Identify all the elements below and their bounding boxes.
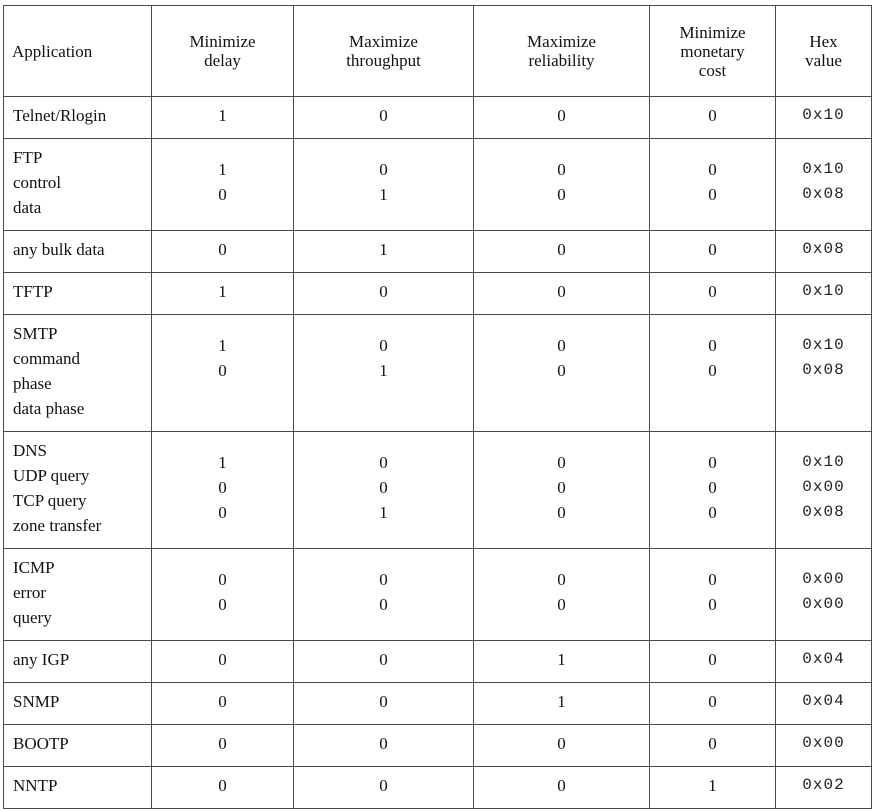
minimize-monetary-cost-value: 0 (708, 336, 717, 355)
hex-value: 0x02 (802, 776, 845, 794)
maximize-throughput-value: 0 (379, 776, 388, 795)
maximize-reliability-value: 0 (557, 160, 566, 179)
minimize-delay-value: 0 (218, 692, 227, 711)
hex-value: 0x00 (802, 478, 845, 496)
hex-value: 0x10 (802, 453, 845, 471)
application-cell (4, 725, 152, 767)
header-minimize-monetary-cost: Minimize monetary cost (650, 6, 776, 97)
application-label: NNTP (13, 776, 58, 795)
application-label: query (13, 608, 52, 627)
hex-value: 0x10 (802, 336, 845, 354)
minimize-delay-cell (152, 273, 294, 315)
maximize-throughput-value: 1 (379, 361, 388, 380)
maximize-throughput-cell (294, 231, 474, 273)
header-hex-value: Hex value (776, 6, 872, 97)
table-row (4, 139, 872, 231)
header-maximize-reliability: Maximize reliability (474, 6, 650, 97)
minimize-monetary-cost-value: 0 (708, 570, 717, 589)
maximize-reliability-value: 0 (557, 776, 566, 795)
minimize-monetary-cost-cell (650, 432, 776, 549)
table-row (4, 231, 872, 273)
minimize-monetary-cost-value: 0 (708, 160, 717, 179)
minimize-delay-value: 0 (218, 734, 227, 753)
minimize-monetary-cost-value: 0 (708, 595, 717, 614)
application-label: phase (13, 374, 52, 393)
header-application: Application (4, 6, 152, 97)
application-label: TCP query (13, 491, 87, 510)
maximize-throughput-cell (294, 432, 474, 549)
application-label: data (13, 198, 42, 217)
application-label: zone transfer (13, 516, 102, 535)
minimize-delay-value: 0 (218, 361, 227, 380)
hex-value: 0x10 (802, 106, 845, 124)
maximize-reliability-cell (474, 97, 650, 139)
minimize-delay-value: 0 (218, 478, 227, 497)
maximize-throughput-value: 0 (379, 336, 388, 355)
header-minimize-delay: Minimize delay (152, 6, 294, 97)
application-cell (4, 683, 152, 725)
minimize-monetary-cost-cell (650, 231, 776, 273)
minimize-monetary-cost-value: 0 (708, 361, 717, 380)
maximize-reliability-value: 0 (557, 336, 566, 355)
application-cell (4, 231, 152, 273)
maximize-reliability-cell (474, 549, 650, 641)
minimize-monetary-cost-cell (650, 97, 776, 139)
table-row (4, 725, 872, 767)
application-label: BOOTP (13, 734, 69, 753)
maximize-throughput-cell (294, 725, 474, 767)
maximize-throughput-value: 0 (379, 160, 388, 179)
maximize-reliability-value: 0 (557, 240, 566, 259)
minimize-delay-value: 1 (218, 282, 227, 301)
application-label: UDP query (13, 466, 90, 485)
minimize-monetary-cost-cell (650, 683, 776, 725)
hex-value: 0x00 (802, 570, 845, 588)
maximize-reliability-value: 0 (557, 595, 566, 614)
maximize-reliability-value: 0 (557, 478, 566, 497)
hex-value: 0x00 (802, 595, 845, 613)
application-label: DNS (13, 441, 48, 460)
application-cell (4, 641, 152, 683)
maximize-throughput-cell (294, 273, 474, 315)
application-label: any IGP (13, 650, 70, 669)
table-row (4, 315, 872, 432)
maximize-reliability-cell (474, 432, 650, 549)
maximize-throughput-value: 1 (379, 185, 388, 204)
table-row (4, 641, 872, 683)
minimize-monetary-cost-cell (650, 641, 776, 683)
header-row (4, 6, 872, 97)
maximize-throughput-cell (294, 549, 474, 641)
maximize-throughput-cell (294, 315, 474, 432)
minimize-monetary-cost-cell (650, 767, 776, 809)
application-cell (4, 273, 152, 315)
minimize-monetary-cost-value: 0 (708, 734, 717, 753)
hex-value: 0x08 (802, 503, 845, 521)
minimize-monetary-cost-cell (650, 315, 776, 432)
table-row (4, 432, 872, 549)
minimize-delay-cell (152, 432, 294, 549)
minimize-delay-cell (152, 725, 294, 767)
application-cell (4, 549, 152, 641)
maximize-throughput-cell (294, 767, 474, 809)
application-label: Telnet/Rlogin (13, 106, 107, 125)
maximize-throughput-value: 0 (379, 106, 388, 125)
application-cell (4, 139, 152, 231)
maximize-reliability-value: 0 (557, 734, 566, 753)
minimize-monetary-cost-value: 0 (708, 240, 717, 259)
hex-value: 0x04 (802, 692, 845, 710)
hex-cell (776, 683, 872, 725)
hex-cell (776, 641, 872, 683)
maximize-throughput-cell (294, 641, 474, 683)
application-label: SMTP (13, 324, 58, 343)
hex-cell (776, 549, 872, 641)
minimize-monetary-cost-value: 1 (708, 776, 717, 795)
application-label: control (13, 173, 62, 192)
maximize-throughput-cell (294, 683, 474, 725)
minimize-monetary-cost-value: 0 (708, 692, 717, 711)
maximize-reliability-value: 0 (557, 282, 566, 301)
maximize-throughput-cell (294, 97, 474, 139)
minimize-monetary-cost-cell (650, 273, 776, 315)
maximize-reliability-cell (474, 683, 650, 725)
hex-cell (776, 315, 872, 432)
hex-value: 0x08 (802, 361, 845, 379)
hex-value: 0x08 (802, 240, 845, 258)
application-label: data phase (13, 399, 85, 418)
minimize-delay-cell (152, 641, 294, 683)
hex-value: 0x10 (802, 160, 845, 178)
maximize-throughput-value: 0 (379, 692, 388, 711)
minimize-delay-value: 0 (218, 185, 227, 204)
hex-value: 0x08 (802, 185, 845, 203)
minimize-delay-value: 0 (218, 240, 227, 259)
minimize-delay-cell (152, 767, 294, 809)
application-label: ICMP (13, 558, 55, 577)
hex-cell (776, 432, 872, 549)
minimize-monetary-cost-value: 0 (708, 478, 717, 497)
maximize-reliability-value: 0 (557, 503, 566, 522)
maximize-reliability-cell (474, 725, 650, 767)
maximize-reliability-value: 0 (557, 185, 566, 204)
hex-cell (776, 725, 872, 767)
maximize-throughput-value: 0 (379, 650, 388, 669)
minimize-delay-value: 0 (218, 776, 227, 795)
hex-cell (776, 139, 872, 231)
table-row (4, 273, 872, 315)
minimize-monetary-cost-cell (650, 725, 776, 767)
hex-value: 0x04 (802, 650, 845, 668)
maximize-throughput-value: 1 (379, 240, 388, 259)
hex-cell (776, 231, 872, 273)
minimize-delay-value: 1 (218, 106, 227, 125)
maximize-reliability-cell (474, 231, 650, 273)
minimize-monetary-cost-value: 0 (708, 106, 717, 125)
maximize-throughput-value: 0 (379, 282, 388, 301)
maximize-throughput-value: 0 (379, 453, 388, 472)
maximize-reliability-value: 1 (557, 692, 566, 711)
application-label: any bulk data (13, 240, 105, 259)
minimize-monetary-cost-value: 0 (708, 282, 717, 301)
hex-value: 0x10 (802, 282, 845, 300)
maximize-reliability-value: 0 (557, 361, 566, 380)
application-cell (4, 432, 152, 549)
minimize-delay-cell (152, 97, 294, 139)
maximize-reliability-cell (474, 273, 650, 315)
application-label: error (13, 583, 47, 602)
application-cell (4, 767, 152, 809)
maximize-throughput-value: 0 (379, 595, 388, 614)
minimize-delay-value: 1 (218, 160, 227, 179)
maximize-reliability-cell (474, 139, 650, 231)
hex-cell (776, 97, 872, 139)
minimize-delay-value: 1 (218, 336, 227, 355)
application-label: TFTP (13, 282, 53, 301)
header-maximize-throughput: Maximize throughput (294, 6, 474, 97)
minimize-monetary-cost-value: 0 (708, 185, 717, 204)
minimize-delay-cell (152, 231, 294, 273)
table-row (4, 549, 872, 641)
minimize-delay-cell (152, 315, 294, 432)
table-row (4, 97, 872, 139)
minimize-delay-value: 0 (218, 570, 227, 589)
maximize-reliability-value: 0 (557, 106, 566, 125)
minimize-monetary-cost-value: 0 (708, 650, 717, 669)
minimize-monetary-cost-cell (650, 549, 776, 641)
maximize-reliability-cell (474, 315, 650, 432)
minimize-monetary-cost-value: 0 (708, 453, 717, 472)
tos-field-table (3, 5, 872, 809)
minimize-delay-value: 0 (218, 650, 227, 669)
application-label: command (13, 349, 81, 368)
application-cell (4, 315, 152, 432)
application-label: FTP (13, 148, 43, 167)
minimize-delay-cell (152, 683, 294, 725)
minimize-delay-cell (152, 549, 294, 641)
maximize-reliability-value: 1 (557, 650, 566, 669)
minimize-delay-value: 0 (218, 595, 227, 614)
table-body (4, 97, 872, 809)
maximize-throughput-value: 1 (379, 503, 388, 522)
table-row (4, 683, 872, 725)
maximize-reliability-value: 0 (557, 453, 566, 472)
hex-cell (776, 273, 872, 315)
maximize-throughput-value: 0 (379, 570, 388, 589)
minimize-monetary-cost-cell (650, 139, 776, 231)
maximize-reliability-cell (474, 767, 650, 809)
minimize-delay-value: 0 (218, 503, 227, 522)
minimize-delay-value: 1 (218, 453, 227, 472)
maximize-throughput-cell (294, 139, 474, 231)
application-cell (4, 97, 152, 139)
minimize-monetary-cost-value: 0 (708, 503, 717, 522)
hex-cell (776, 767, 872, 809)
table-row (4, 767, 872, 809)
minimize-delay-cell (152, 139, 294, 231)
maximize-reliability-cell (474, 641, 650, 683)
application-label: SNMP (13, 692, 60, 711)
maximize-reliability-value: 0 (557, 570, 566, 589)
maximize-throughput-value: 0 (379, 478, 388, 497)
hex-value: 0x00 (802, 734, 845, 752)
maximize-throughput-value: 0 (379, 734, 388, 753)
